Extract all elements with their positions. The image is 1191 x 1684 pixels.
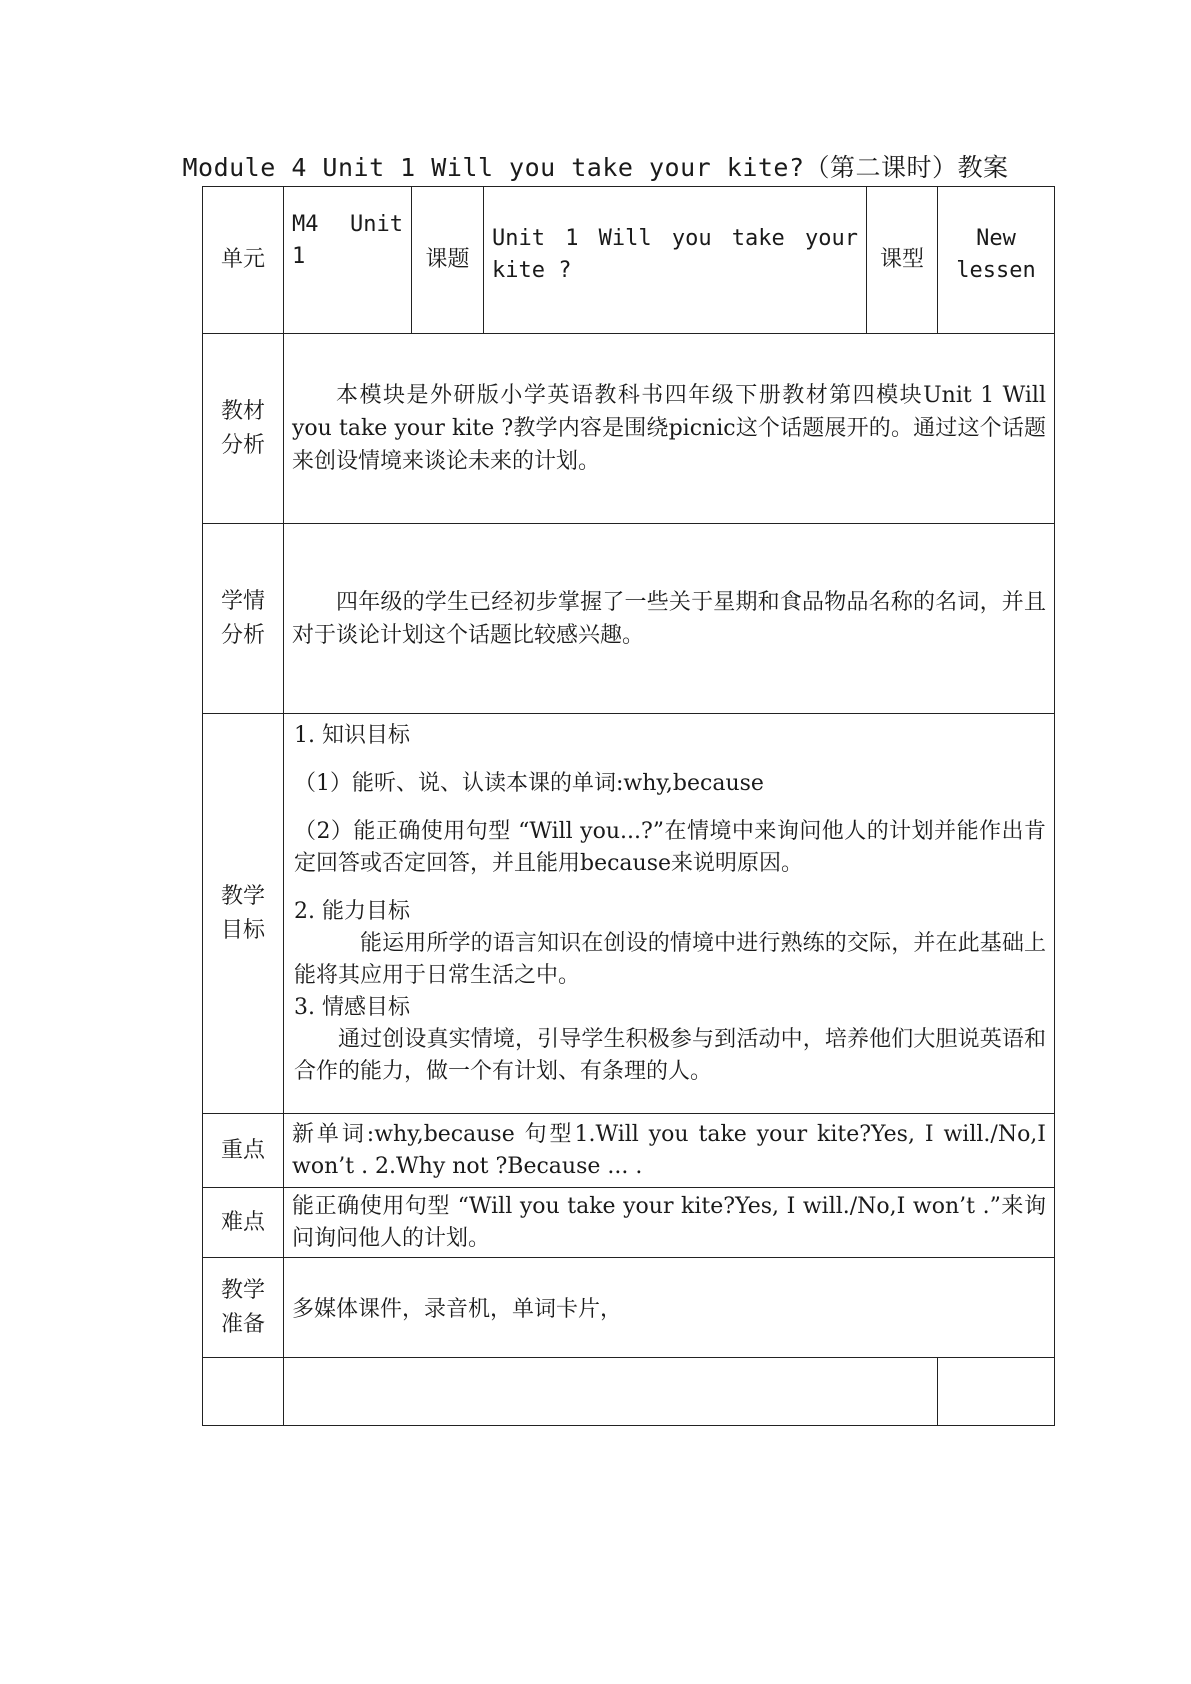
student-analysis-row [203, 524, 1055, 714]
knowledge-item-1: （1）能听、说、认读本课的单词:why,because [294, 771, 764, 796]
knowledge-item-2: （2）能正确使用句型 “Will you...?”在情境中来询问他人的计划并能作出肯定回答或否定回答，并且能用because来说明原因。 [294, 819, 1046, 876]
emotion-text: 通过创设真实情境，引导学生积极参与到活动中，培养他们大胆说英语和合作的能力，做一个有计划、有条理的人。 [294, 1027, 1046, 1084]
key-points-row [203, 1114, 1055, 1188]
emotion-heading: 3. 情感目标 [294, 995, 410, 1020]
lesson-plan-table [202, 186, 1055, 1426]
unit-label: 单元 [203, 187, 284, 334]
teaching-goals-content [284, 714, 1055, 1114]
teaching-goals-label: 教学目标 [203, 714, 284, 1114]
preparation-row [203, 1258, 1055, 1358]
ability-heading: 2. 能力目标 [294, 899, 410, 924]
preparation-text: 多媒体课件，录音机，单词卡片， [284, 1258, 1055, 1358]
student-analysis-label: 学情分析 [203, 524, 284, 714]
page-title: Module 4 Unit 1 Will you take your kite?（第二课时）教案 [182, 153, 1009, 182]
empty-cell-extra [938, 1358, 1055, 1426]
empty-cell-content [284, 1358, 938, 1426]
material-analysis-label: 教材分析 [203, 334, 284, 524]
unit-value: M4 Unit 1 [284, 187, 412, 334]
empty-cell-label [203, 1358, 284, 1426]
type-value: New lessen [938, 187, 1055, 334]
ability-text: 能运用所学的语言知识在创设的情境中进行熟练的交际，并在此基础上能将其应用于日常生活之中。 [294, 931, 1046, 988]
material-analysis-row [203, 334, 1055, 524]
key-points-text: 新单词:why,because 句型1.Will you take your kite?Yes, I will./No,I won’t . 2.Why not ?Because ... . [284, 1114, 1055, 1188]
difficult-points-label: 难点 [203, 1188, 284, 1258]
type-label: 课型 [867, 187, 938, 334]
topic-label: 课题 [412, 187, 484, 334]
preparation-label: 教学准备 [203, 1258, 284, 1358]
header-row [203, 187, 1055, 334]
difficult-points-text: 能正确使用句型 “Will you take your kite?Yes, I will./No,I won’t .”来询问询问他人的计划。 [284, 1188, 1055, 1258]
material-analysis-text: 本模块是外研版小学英语教科书四年级下册教材第四模块Unit 1 Will you take your kite ?教学内容是围绕picnic这个话题展开的。通过这个话题来创设情境来谈论未来的计划。 [292, 383, 1046, 474]
difficult-points-row [203, 1188, 1055, 1258]
topic-value: Unit 1 Will you take your kite ? [484, 187, 867, 334]
empty-row [203, 1358, 1055, 1426]
teaching-goals-row [203, 714, 1055, 1114]
knowledge-heading: 1. 知识目标 [294, 723, 410, 748]
key-points-label: 重点 [203, 1114, 284, 1188]
student-analysis-text: 四年级的学生已经初步掌握了一些关于星期和食品物品名称的名词，并且对于谈论计划这个话题比较感兴趣。 [292, 589, 1046, 648]
